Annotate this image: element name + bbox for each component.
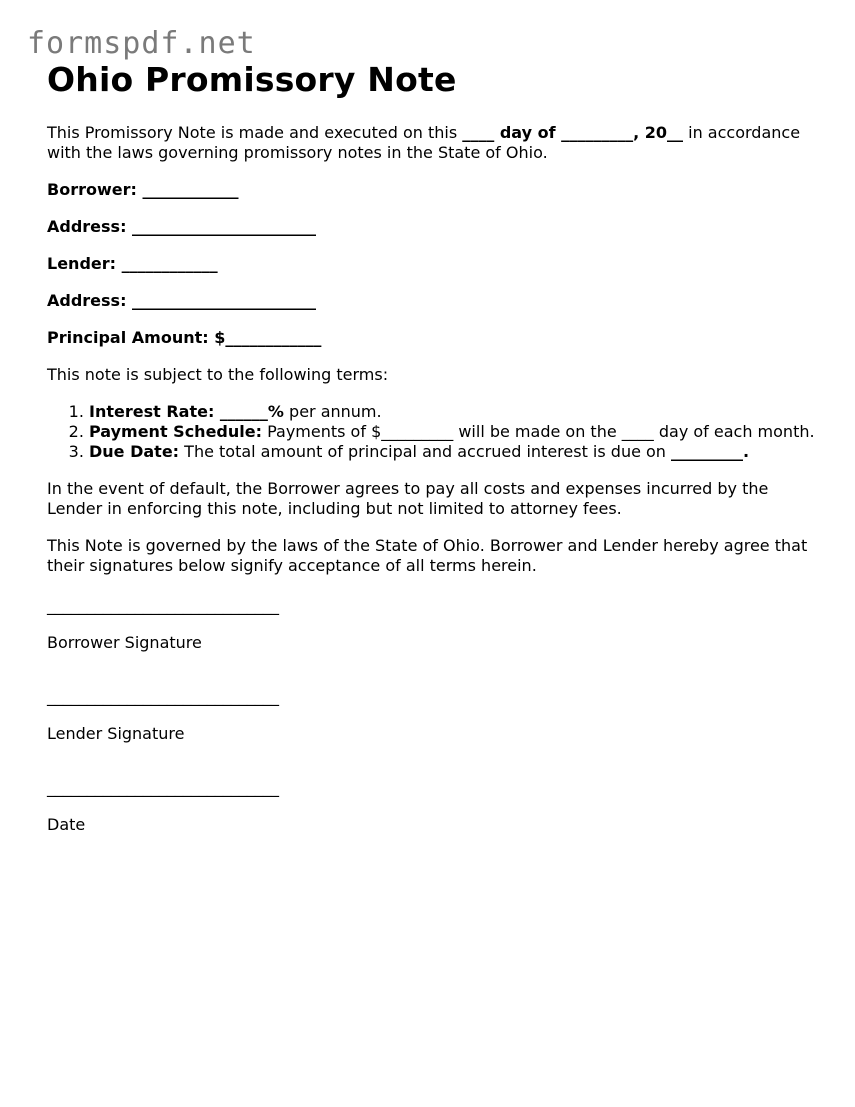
lender-blank: ____________ <box>121 254 218 273</box>
due-label: Due Date: <box>89 442 180 461</box>
principal-blank: ____________ <box>225 328 322 347</box>
interest-rest: per annum. <box>283 402 382 421</box>
borrower-signature-line: _____________________________ <box>47 596 279 615</box>
year-blank: , 20__ <box>633 123 684 142</box>
due-text: The total amount of principal and accrued interest is due on <box>179 442 672 461</box>
intro-text-1: This Promissory Note is made and executed on this <box>47 123 463 142</box>
month-blank: _________ <box>561 123 634 142</box>
payment-label: Payment Schedule: <box>89 422 262 441</box>
lender-address-field <box>47 291 817 311</box>
page-title: Ohio Promissory Note <box>47 60 457 99</box>
governing-paragraph: This Note is governed by the laws of the State of Ohio. Borrower and Lender hereby agree that their signatures below signify acceptance of all terms herein. <box>47 536 808 575</box>
lender-address-label: Address: <box>47 291 133 310</box>
lender-label: Lender: <box>47 254 122 273</box>
day-blank: ____ <box>462 123 495 142</box>
document-page <box>47 58 817 835</box>
lender-signature-label: Lender Signature <box>47 724 185 743</box>
borrower-address-field <box>47 217 817 237</box>
terms-list <box>47 402 817 462</box>
date-label: Date <box>47 815 86 834</box>
payment-text-3: day of each month. <box>653 422 815 441</box>
principal-label: Principal Amount: $ <box>47 328 226 347</box>
borrower-blank: ____________ <box>142 180 239 199</box>
borrower-label: Borrower: <box>47 180 143 199</box>
watermark-text: formspdf.net <box>27 26 256 61</box>
principal-field <box>47 328 817 348</box>
signature-block <box>47 596 817 835</box>
payment-text-2: will be made on the <box>453 422 622 441</box>
date-line: _____________________________ <box>47 778 279 797</box>
lender-address-blank: _______________________ <box>132 291 317 310</box>
term-due-date <box>89 442 817 462</box>
borrower-address-label: Address: <box>47 217 133 236</box>
borrower-address-blank: _______________________ <box>132 217 317 236</box>
terms-intro: This note is subject to the following terms: <box>47 365 389 384</box>
intro-paragraph <box>47 123 817 163</box>
intro-text-2: in accordance with the laws governing promissory notes in the State of Ohio. <box>47 123 801 162</box>
due-blank: _________. <box>671 442 750 461</box>
lender-field <box>47 254 817 274</box>
interest-label: Interest Rate: <box>89 402 220 421</box>
payment-text-1: Payments of $ <box>262 422 382 441</box>
lender-signature-line: _____________________________ <box>47 687 279 706</box>
borrower-field <box>47 180 817 200</box>
payment-blank-2: ____ <box>621 422 654 441</box>
term-interest-rate <box>89 402 817 422</box>
borrower-signature-label: Borrower Signature <box>47 633 202 652</box>
day-of-text: day of <box>494 123 562 142</box>
default-paragraph: In the event of default, the Borrower agrees to pay all costs and expenses incurred by the Lender in enforcing this note, including but not limited to attorney fees. <box>47 479 769 518</box>
term-payment-schedule <box>89 422 817 442</box>
payment-blank-1: _________ <box>381 422 454 441</box>
interest-blank: ______% <box>219 402 284 421</box>
